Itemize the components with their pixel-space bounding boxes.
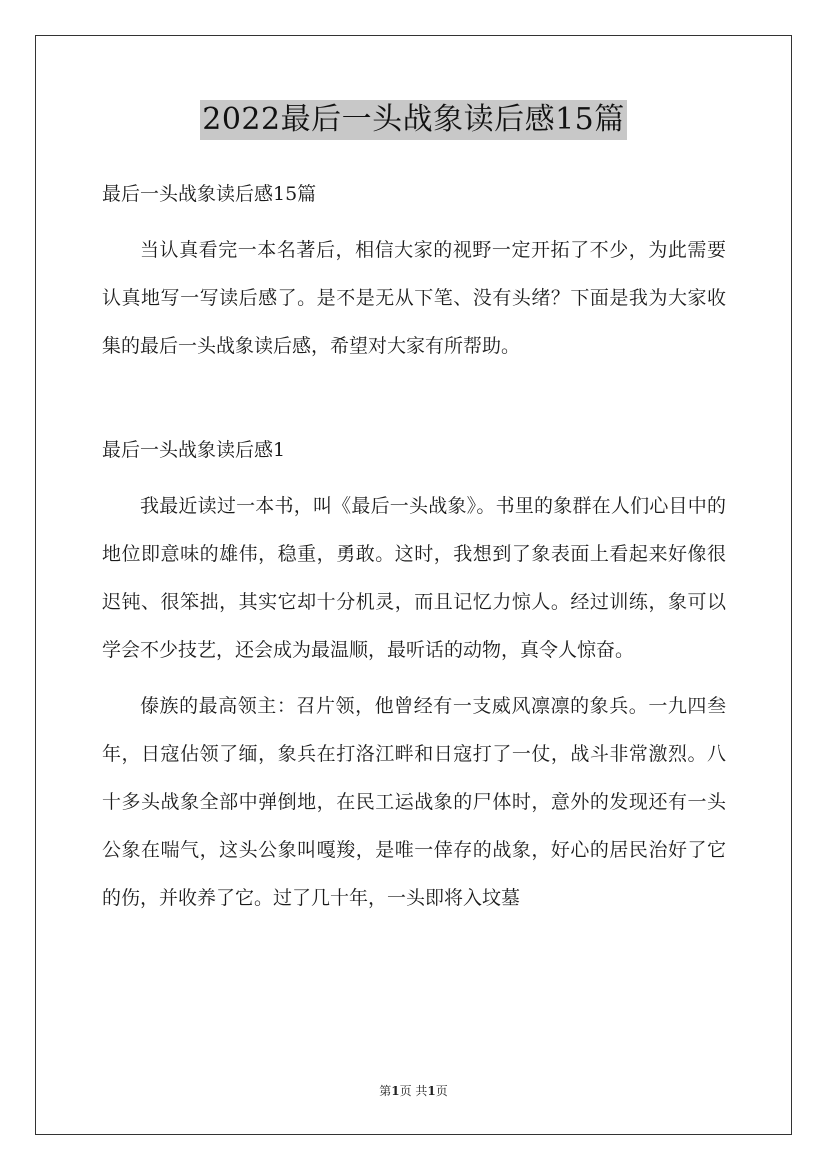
page-label-suffix: 页 xyxy=(435,1084,448,1098)
page-number: 1 xyxy=(391,1084,400,1098)
page-label-prefix: 第 xyxy=(379,1084,392,1098)
section-heading: 最后一头战象读后感1 xyxy=(102,439,286,461)
page-label-mid: 页 共 xyxy=(399,1084,428,1098)
body-paragraph: 傣族的最高领主：召片领，他曾经有一支威风凛凛的象兵。一九四叁年，日寇佔领了缅，象兵在打洛江畔和日寇打了一仗，战斗非常激烈。八十多头战象全部中弹倒地，在民工运战象的尸体时，意外的发现还有一头公象在喘气，这头公象叫嘎羧，是唯一倖存的战象，好心的居民治好了它的伤，并收养了它。过了几十年，一头即将入坟墓 xyxy=(102,695,726,909)
intro-paragraph: 当认真看完一本名著后，相信大家的视野一定开拓了不少，为此需要认真地写一写读后感了。是不是无从下笔、没有头绪？下面是我为大家收集的最后一头战象读后感，希望对大家有所帮助。 xyxy=(102,239,726,357)
page-footer xyxy=(0,1083,827,1099)
document-subtitle: 最后一头战象读后感15篇 xyxy=(102,183,317,205)
document-title: 2022最后一头战象读后感15篇 xyxy=(200,100,627,140)
page-total: 1 xyxy=(427,1084,436,1098)
title-container xyxy=(0,100,827,140)
document-body xyxy=(102,170,726,922)
body-paragraph: 我最近读过一本书，叫《最后一头战象》。书里的象群在人们心目中的地位即意味的雄伟，稳重，勇敢。这时，我想到了象表面上看起来好像很迟钝、很笨拙，其实它却十分机灵，而且记忆力惊人。经过训练，象可以学会不少技艺，还会成为最温顺，最听话的动物，真令人惊奋。 xyxy=(102,495,726,661)
